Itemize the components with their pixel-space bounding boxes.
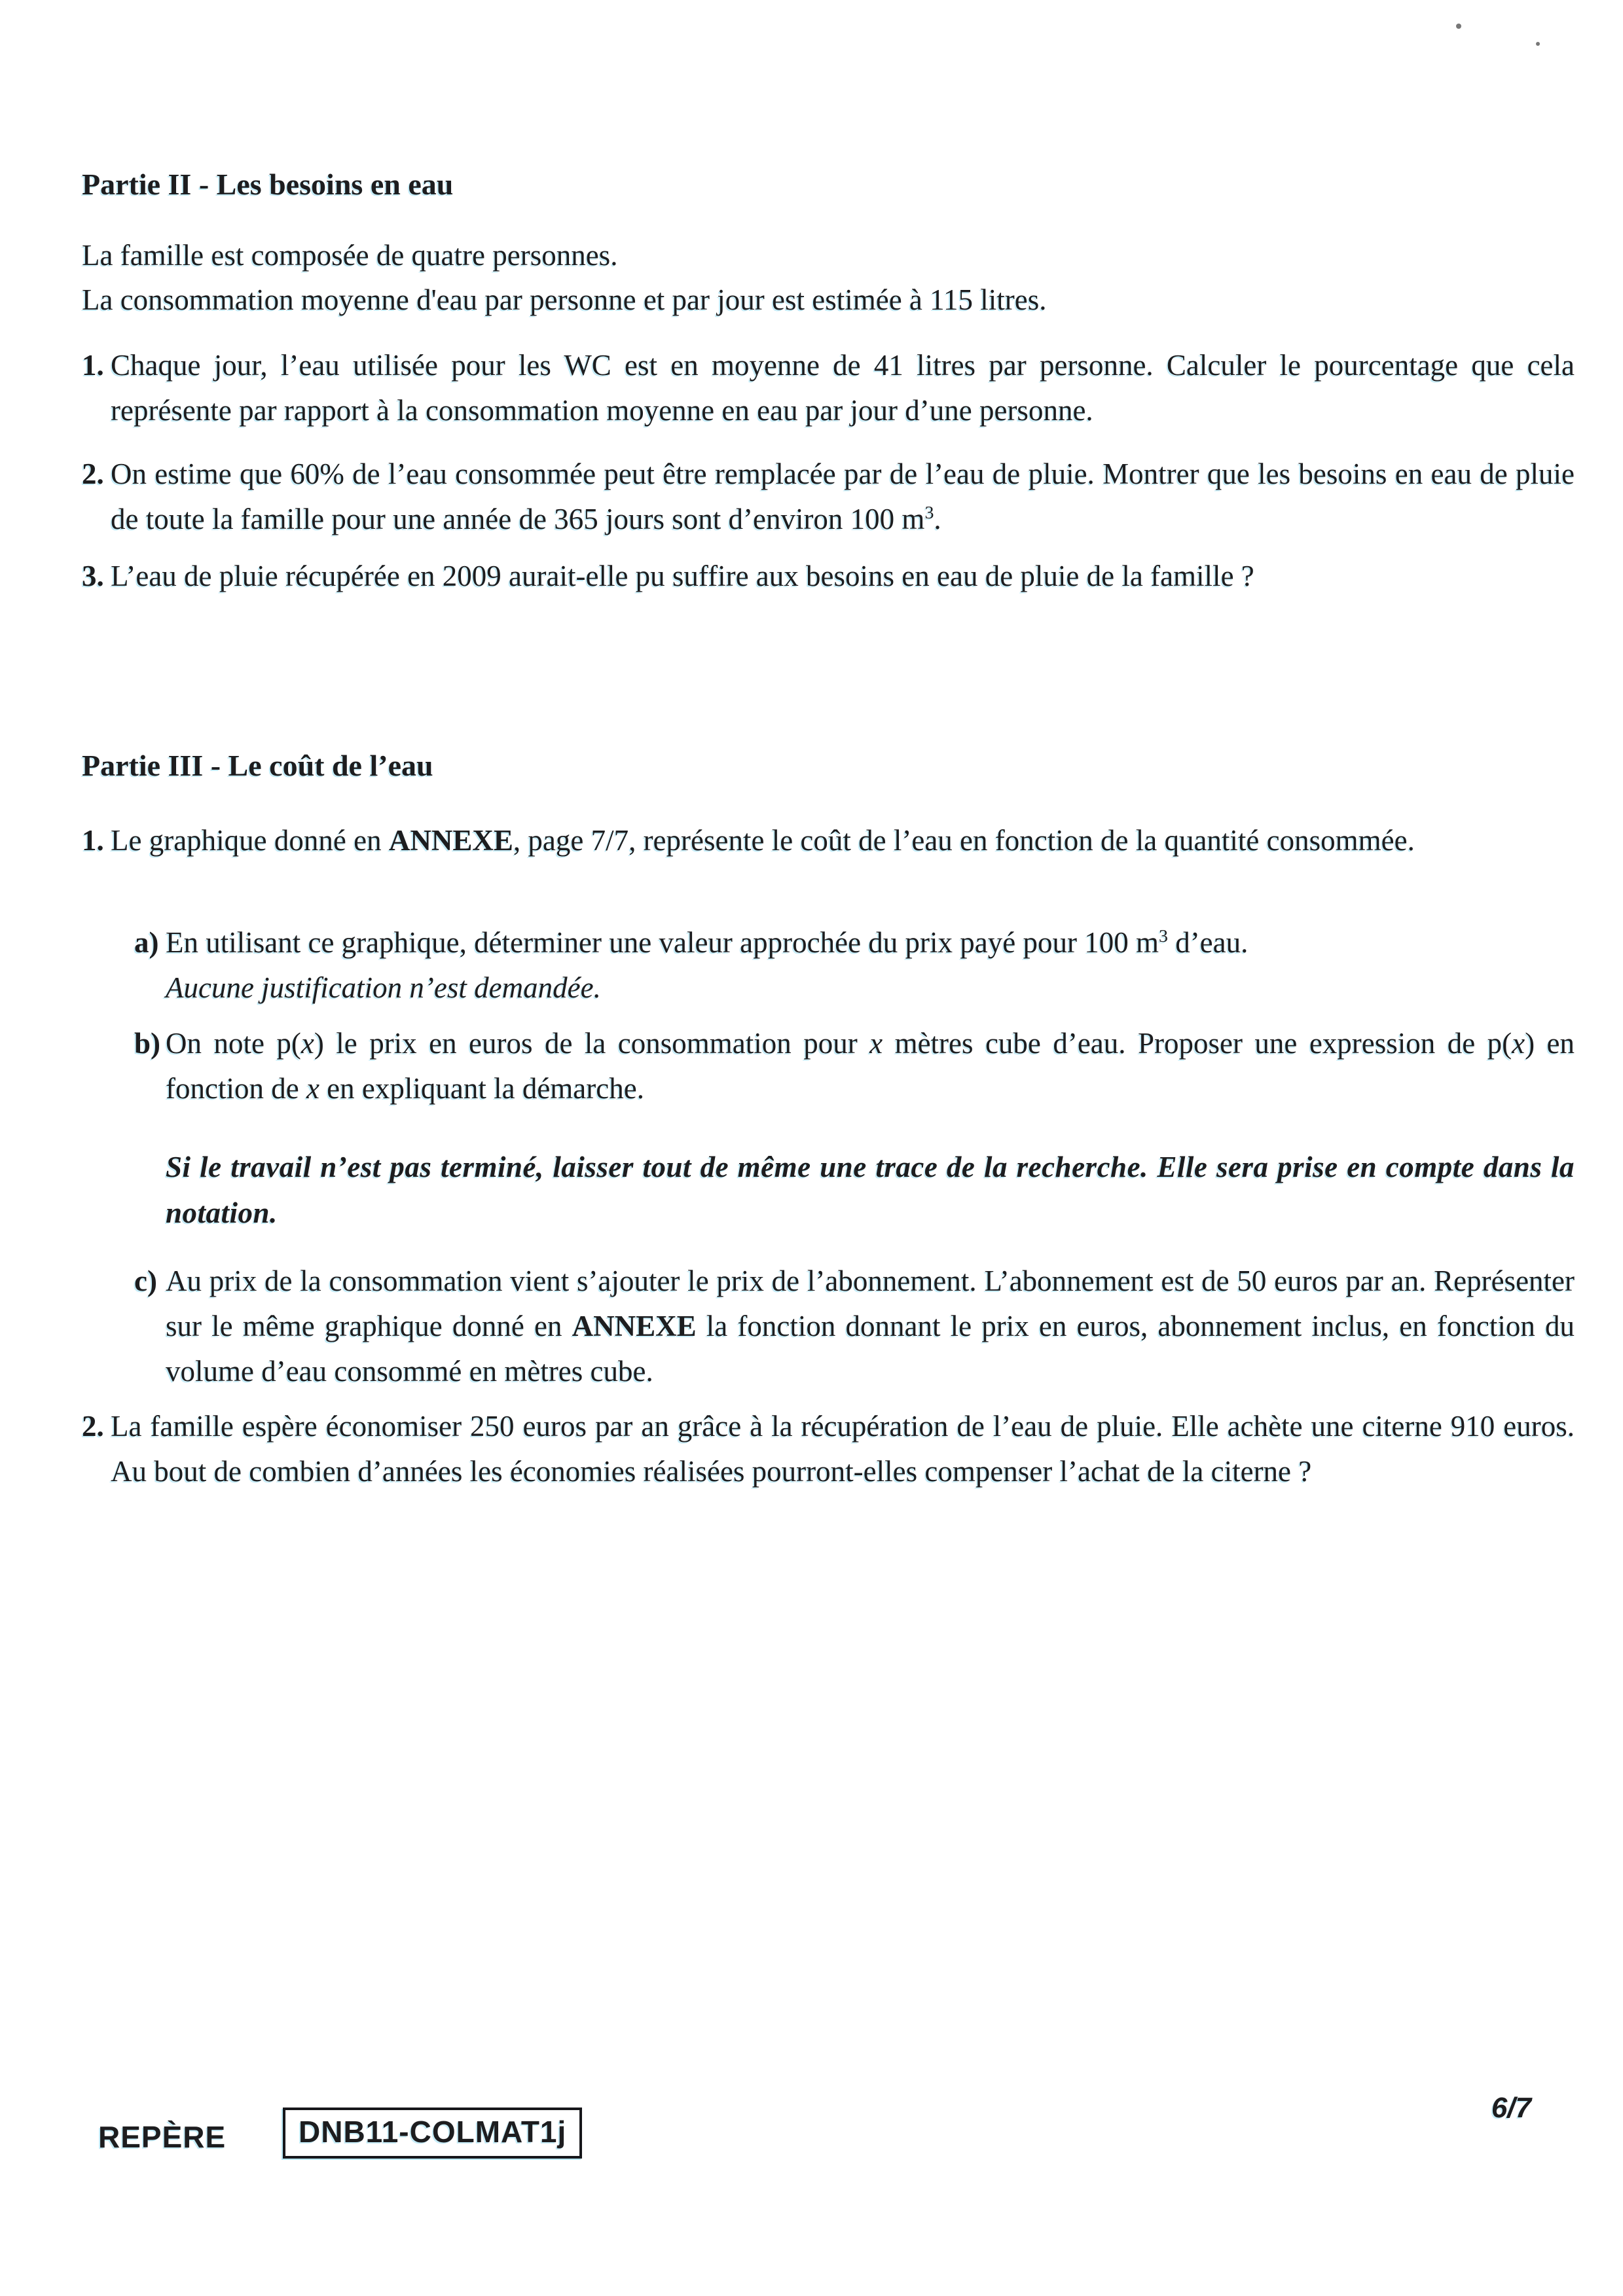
question-text xyxy=(111,452,1575,542)
part3-question-1b xyxy=(134,1021,1575,1111)
subquestion-label: a) xyxy=(134,926,159,959)
annexe-reference: ANNEXE xyxy=(572,1310,697,1342)
page-number: 6/7 xyxy=(1491,2092,1531,2124)
text-segment: , page 7/7, représente le coût de l’eau en fonction de la quantité consommée. xyxy=(513,824,1415,857)
repere-label: REPÈRE xyxy=(98,2120,227,2154)
text-segment: en expliquant la démarche. xyxy=(319,1072,644,1105)
subquestion-label: c) xyxy=(134,1265,157,1297)
text-segment: mètres cube d’eau. Proposer une expression de p( xyxy=(883,1027,1512,1060)
part3-question-1a xyxy=(134,920,1575,1011)
question-text: Chaque jour, l’eau utilisée pour les WC est en moyenne de 41 litres par personne. Calculer le pourcentage que cela représente par rapport à la consommation moyenne en eau par jour d’une personne. xyxy=(111,349,1575,427)
italic-note: Aucune justification n’est demandée. xyxy=(166,971,601,1004)
intro-line-1: La famille est composée de quatre personnes. xyxy=(82,239,618,272)
intro-line-2: La consommation moyenne d'eau par personne et par jour est estimée à 115 litres. xyxy=(82,283,1047,316)
text-segment: ) en fonction de xyxy=(166,1027,1575,1105)
text-segment: la fonction donnant le prix en euros, abonnement inclus, en fonction du volume d’eau consommé en mètres cube. xyxy=(166,1310,1575,1388)
subquestion-text xyxy=(166,920,1575,1011)
variable-x: x xyxy=(306,1072,319,1105)
variable-x: x xyxy=(1512,1027,1525,1060)
subquestion-text xyxy=(166,1021,1575,1111)
text-segment: On note p( xyxy=(166,1027,301,1060)
warning-note: Si le travail n’est pas terminé, laisser tout de même une trace de la recherche. Elle sera prise en compte dans la notation. xyxy=(166,1151,1575,1229)
part2-question-2 xyxy=(82,452,1575,542)
annexe-reference: ANNEXE xyxy=(388,824,513,857)
text-segment: En utilisant ce graphique, déterminer une valeur approchée du prix payé pour 100 m xyxy=(166,926,1159,959)
text-segment: . xyxy=(934,503,941,535)
text-segment: On estime que 60% de l’eau consommée peut être remplacée par de l’eau de pluie. Montrer que les besoins en eau de pluie de toute la famille pour une année de 365 jours sont d’environ 100 m xyxy=(111,457,1575,535)
subquestion-label: b) xyxy=(134,1027,161,1060)
question-text: L’eau de pluie récupérée en 2009 aurait-elle pu suffire aux besoins en eau de pluie de la famille ? xyxy=(111,560,1254,592)
question-number: 1. xyxy=(82,824,104,857)
part3-heading: Partie III - Le coût de l’eau xyxy=(82,749,433,782)
text-line xyxy=(166,920,1575,965)
scan-speck xyxy=(1536,42,1540,46)
question-number: 2. xyxy=(82,1410,104,1443)
question-number: 3. xyxy=(82,560,104,592)
cubed-superscript: 3 xyxy=(924,503,934,523)
scan-speck xyxy=(1456,24,1461,29)
part3-question-2 xyxy=(82,1404,1575,1494)
variable-x: x xyxy=(301,1027,314,1060)
part2-heading: Partie II - Les besoins en eau xyxy=(82,168,454,201)
question-text xyxy=(111,818,1575,863)
part2-question-3 xyxy=(82,554,1575,599)
question-number: 2. xyxy=(82,457,104,490)
exam-code-box xyxy=(283,2108,582,2159)
text-segment: Le graphique donné en xyxy=(111,824,389,857)
question-number: 1. xyxy=(82,349,104,382)
text-segment: d’eau. xyxy=(1167,926,1249,959)
part3-question-1c xyxy=(134,1259,1575,1394)
part3-question-1 xyxy=(82,818,1575,863)
exam-code: DNB11-COLMAT1j xyxy=(299,2115,567,2149)
part2-question-1 xyxy=(82,343,1575,433)
variable-x: x xyxy=(869,1027,883,1060)
part2-intro xyxy=(82,233,1575,322)
cubed-superscript: 3 xyxy=(1158,926,1168,946)
question-text: La famille espère économiser 250 euros par an grâce à la récupération de l’eau de pluie. Elle achète une citerne 910 euros. Au bout de combien d’années les économies réalisées pourront-elles compenser l’achat de la citerne ? xyxy=(111,1410,1575,1488)
text-segment: Au prix de la consommation vient s’ajouter le prix de l’abonnement. L’abonnement est de 50 euros par an. Représenter sur le même graphique donné en xyxy=(166,1265,1575,1342)
subquestion-text xyxy=(166,1259,1575,1394)
text-segment: ) le prix en euros de la consommation pour xyxy=(314,1027,870,1060)
